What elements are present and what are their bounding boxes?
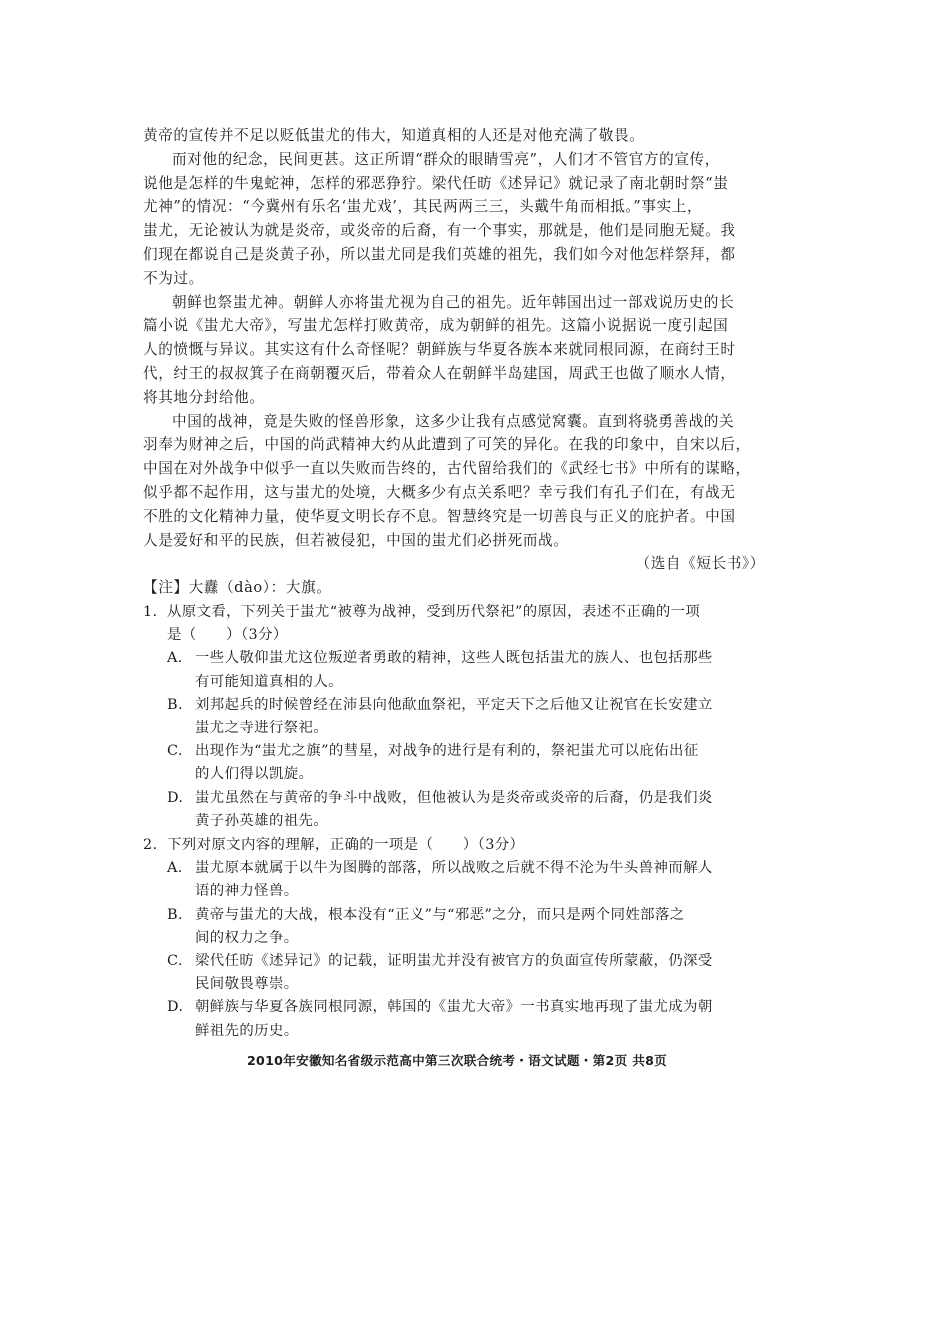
- passage-line: 朝鲜也祭蚩尤神。朝鲜人亦将蚩尤视为自己的祖先。近年韩国出过一部戏说历史的长: [172, 293, 735, 311]
- question-2: [143, 834, 769, 1043]
- option-letter: D.: [167, 999, 184, 1016]
- option-line: 刘邦起兵的时候曾经在沛县向他歃血祭祀，平定天下之后他又让祝官在长安建立: [195, 696, 713, 713]
- option-letter: B.: [167, 906, 183, 923]
- passage-line: 将其地分封给他。: [143, 388, 265, 406]
- passage-line: 们现在都说自己是炎黄子孙，所以蚩尤同是我们英雄的祖先，我们如今对他怎样祭拜，都: [143, 245, 736, 263]
- option-line: 民间敬畏尊崇。: [195, 976, 299, 993]
- option-d: [143, 787, 769, 833]
- question-stem-line: 下列对原文内容的理解，正确的一项是（ ）（3分）: [167, 836, 525, 853]
- passage-line: 尤神”的情况：“今冀州有乐名‘蚩尤戏’，其民两两三三，头戴牛角而相抵。”事实上，: [143, 198, 703, 216]
- passage-line: 不为过。: [143, 269, 204, 287]
- passage-source: （选自《短长书》）: [635, 555, 765, 573]
- option-line: 鲜祖先的历史。: [195, 1022, 299, 1039]
- passage-line: 羽奉为财神之后，中国的尚武精神大约从此遭到了可笑的异化。在我的印象中，自宋以后，: [143, 436, 751, 454]
- option-line: 有可能知道真相的人。: [195, 673, 343, 690]
- passage-line: 蚩尤，无论被认为就是炎帝，或炎帝的后裔，有一个事实，那就是，他们是同胞无疑。我: [143, 222, 736, 240]
- option-line: 蚩尤虽然在与黄帝的争斗中战败，但他被认为是炎帝或炎帝的后裔，仍是我们炎: [195, 789, 713, 806]
- passage-line: 似乎都不起作用，这与蚩尤的处境，大概多少有点关系吧？幸亏我们有孔子们在，有战无: [143, 483, 736, 501]
- passage-line: 人是爱好和平的民族，但若被侵犯，中国的蚩尤们必拼死而战。: [143, 531, 569, 549]
- option-d: [143, 996, 769, 1042]
- passage-line: 中国在对外战争中似乎一直以失败而告终的，古代留给我们的《武经七书》中所有的谋略，: [143, 460, 751, 478]
- passage-line: 不胜的文化精神力量，使华夏文明长存不息。智慧终究是一切善良与正义的庇护者。中国: [143, 507, 736, 525]
- passage-line: 篇小说《蚩尤大帝》，写蚩尤怎样打败黄帝，成为朝鲜的祖先。这篇小说据说一度引起国: [143, 317, 729, 335]
- passage: [143, 124, 769, 600]
- option-line: 黄帝与蚩尤的大战，根本没有“正义”与“邪恶”之分，而只是两个同姓部落之: [195, 906, 685, 923]
- option-letter: C.: [167, 743, 183, 760]
- passage-line: 代，纣王的叔叔箕子在商朝覆灭后，带着众人在朝鲜半岛建国，周武王也做了顺水人情，: [143, 364, 736, 382]
- option-c: [143, 740, 769, 786]
- passage-line: 中国的战神，竟是失败的怪兽形象，这多少让我有点感觉窝囊。直到将骁勇善战的关: [172, 412, 735, 430]
- option-line: 出现作为“蚩尤之旗”的彗星，对战争的进行是有利的，祭祀蚩尤可以庇佑出征: [195, 743, 699, 760]
- question-stem-line: 是（ ）（3分）: [167, 627, 288, 644]
- option-letter: A.: [167, 860, 183, 877]
- question-stem: [143, 834, 769, 857]
- option-a: [143, 857, 769, 903]
- option-b: [143, 694, 769, 740]
- passage-line: 人的愤慨与异议。其实这有什么奇怪呢？朝鲜族与华夏各族本来就同根同源，在商纣王时: [143, 341, 736, 359]
- option-letter: D.: [167, 789, 184, 806]
- option-line: 黄子孙英雄的祖先。: [195, 812, 329, 829]
- option-line: 朝鲜族与华夏各族同根同源，韩国的《蚩尤大帝》一书真实地再现了蚩尤成为朝: [195, 999, 713, 1016]
- page-footer: 2010年安徽知名省级示范高中第三次联合统考・语文试题・第2页 共8页: [246, 1052, 668, 1068]
- option-c: [143, 950, 769, 996]
- question-stem: [143, 601, 769, 647]
- option-letter: C.: [167, 952, 183, 969]
- question-1: [143, 601, 769, 833]
- passage-line: 黄帝的宣传并不足以贬低蚩尤的伟大，知道真相的人还是对他充满了敬畏。: [143, 127, 645, 144]
- option-b: [143, 904, 769, 950]
- option-line: 蚩尤之寺进行祭祀。: [195, 719, 329, 736]
- question-number: 2.: [143, 836, 158, 853]
- option-line: 间的权力之争。: [195, 929, 299, 946]
- question-stem-line: 从原文看，下列关于蚩尤“被尊为战神，受到历代祭祀”的原因，表述不正确的一项: [167, 603, 701, 620]
- passage-note: 【注】大纛（dào）：大旗。: [143, 579, 332, 597]
- option-line: 的人们得以凯旋。: [195, 766, 314, 783]
- option-line: 语的神力怪兽。: [195, 883, 299, 900]
- option-line: 一些人敬仰蚩尤这位叛逆者勇敢的精神，这些人既包括蚩尤的族人、也包括那些: [195, 650, 713, 667]
- question-number: 1.: [143, 603, 158, 620]
- passage-line: 说他是怎样的牛鬼蛇神，怎样的邪恶狰狞。梁代任昉《述异记》就记录了南北朝时祭“蚩: [143, 174, 729, 192]
- option-line: 梁代任昉《述异记》的记载，证明蚩尤并没有被官方的负面宣传所蒙蔽，仍深受: [195, 952, 713, 969]
- option-line: 蚩尤原本就属于以牛为图腾的部落，所以战败之后就不得不沦为牛头兽神而解人: [195, 860, 713, 877]
- exam-page: [143, 124, 769, 1071]
- option-letter: A.: [167, 650, 183, 667]
- option-letter: B.: [167, 696, 183, 713]
- option-a: [143, 647, 769, 693]
- passage-line: 而对他的纪念，民间更甚。这正所谓“群众的眼睛雪亮”，人们才不管官方的宣传，: [172, 150, 720, 168]
